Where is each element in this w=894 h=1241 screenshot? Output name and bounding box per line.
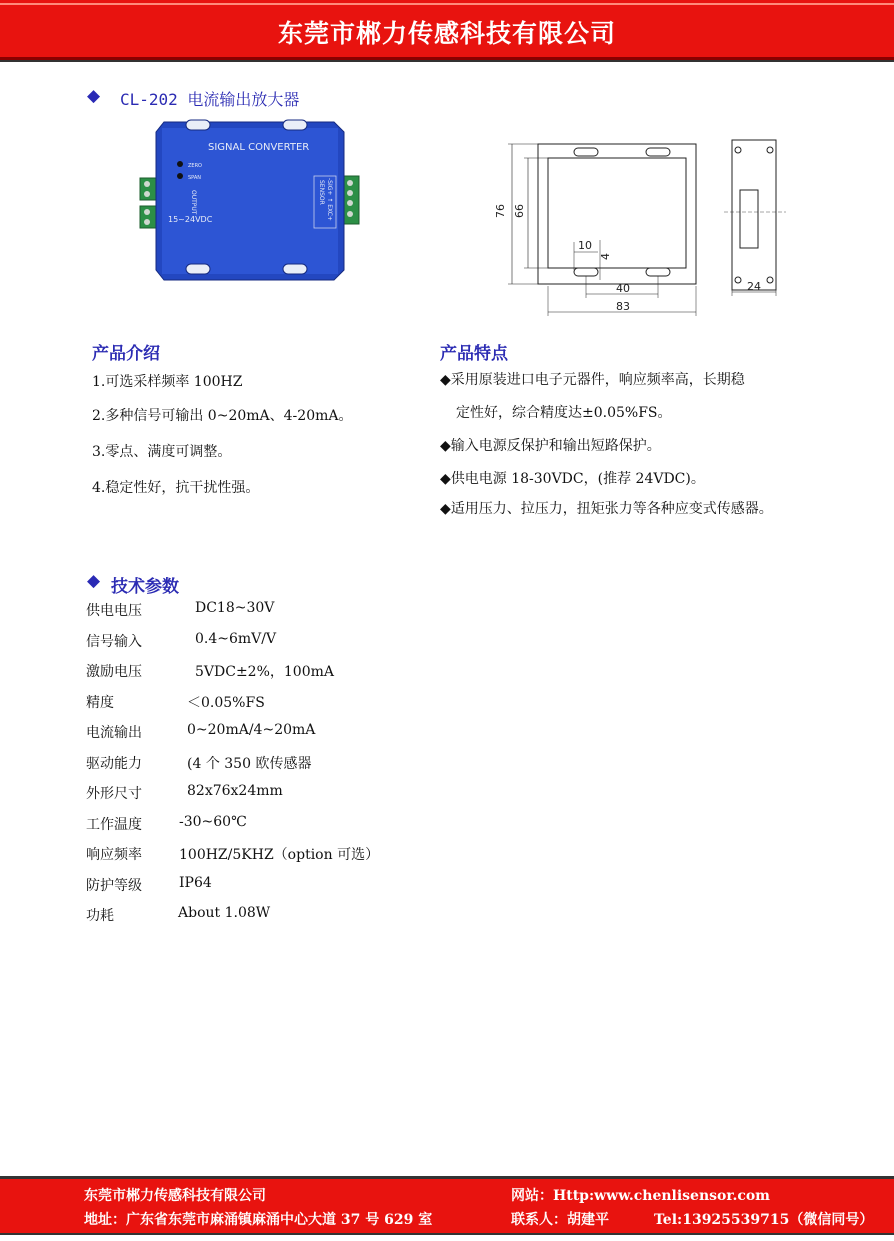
footer-contact: 联系人：胡建平 (511, 1212, 609, 1228)
spec-row (86, 661, 335, 681)
dim-76: 76 (494, 204, 507, 218)
spec-key: 防护等级 (86, 878, 142, 894)
spec-value: 0.4~6mV/V (195, 631, 277, 647)
dim-24: 24 (747, 280, 761, 293)
spec-value: 0~20mA/4~20mA (187, 722, 316, 738)
spec-value: 100HZ/5KHZ（option 可选） (179, 847, 380, 863)
spec-row (86, 722, 316, 742)
footer-divider (0, 1233, 894, 1241)
intro-item: 4.稳定性好，抗干扰性强。 (92, 480, 260, 496)
spec-key: 外形尺寸 (86, 786, 142, 802)
spec-row (86, 905, 271, 925)
feature-item: ◆适用压力、拉压力，扭矩张力等各种应变式传感器。 (440, 501, 773, 517)
spec-key: 响应频率 (86, 847, 142, 863)
spec-value: ＜0.05%FS (187, 695, 265, 711)
feature-item: ◆供电电源 18-30VDC，(推荐 24VDC)。 (440, 471, 705, 487)
feature-item: ◆输入电源反保护和输出短路保护。 (440, 438, 661, 454)
spec-row (86, 753, 312, 773)
company-title: 东莞市郴力传感科技有限公司 (277, 19, 616, 48)
spec-key: 工作温度 (86, 817, 142, 833)
span-label: SPAN (188, 175, 202, 181)
spec-value: 82x76x24mm (187, 783, 283, 799)
pins-label: -SIG+ ↑ EXC+ (326, 178, 333, 221)
spec-key: 激励电压 (86, 664, 142, 680)
spec-key: 精度 (86, 695, 114, 711)
diamond-bullet-icon: ◆ (87, 86, 101, 106)
header-stripe (0, 3, 894, 5)
header-banner (0, 0, 894, 60)
intro-heading: 产品介绍 (92, 344, 160, 364)
dimension-drawing (490, 130, 790, 320)
feature-item: ◆采用原装进口电子元器件，响应频率高，长期稳 (440, 372, 745, 388)
intro-item: 3.零点、满度可调整。 (92, 444, 232, 460)
features-heading: 产品特点 (440, 344, 508, 364)
spec-key: 信号输入 (86, 634, 142, 650)
product-title: CL-202 电流输出放大器 (120, 90, 300, 109)
spec-value: (4 个 350 欧传感器 (187, 756, 312, 772)
device-label: SIGNAL CONVERTER (208, 142, 310, 153)
footer-banner (0, 1176, 894, 1233)
spec-row (86, 692, 265, 712)
spec-row (86, 631, 277, 651)
spec-key: 驱动能力 (86, 756, 142, 772)
spec-value: DC18~30V (195, 600, 275, 616)
dim-10: 10 (578, 239, 592, 252)
feature-item: 定性好，综合精度达±0.05%FS。 (456, 405, 672, 421)
spec-row (86, 600, 275, 620)
dim-83: 83 (616, 300, 630, 313)
spec-key: 供电电压 (86, 603, 142, 619)
footer-address: 地址：广东省东莞市麻涌镇麻涌中心大道 37 号 629 室 (84, 1212, 433, 1228)
dim-4: 4 (599, 253, 612, 260)
spec-row (86, 844, 380, 864)
power-label: 15~24VDC (168, 215, 213, 224)
dim-40: 40 (616, 282, 630, 295)
header-divider (0, 60, 894, 62)
spec-value: IP64 (179, 875, 212, 891)
intro-item: 1.可选采样频率 100HZ (92, 374, 243, 390)
spec-row (86, 814, 247, 834)
spec-row (86, 875, 212, 895)
device-photo (138, 118, 363, 283)
footer-company: 东莞市郴力传感科技有限公司 (84, 1188, 266, 1204)
spec-value: About 1.08W (178, 905, 271, 921)
intro-item: 2.多种信号可输出 0~20mA、4-20mA。 (92, 408, 353, 424)
dim-66: 66 (513, 204, 526, 218)
spec-value: 5VDC±2%，100mA (195, 664, 335, 680)
specs-heading: 技术参数 (111, 577, 179, 597)
spec-key: 功耗 (86, 908, 114, 924)
zero-label: ZERO (188, 163, 202, 169)
spec-value: -30~60℃ (179, 814, 247, 830)
diamond-bullet-icon: ◆ (87, 571, 101, 591)
sensor-label: SENSOR (318, 180, 325, 205)
spec-key: 电流输出 (86, 725, 142, 741)
output-label: OUTPUT (190, 190, 197, 215)
footer-website: 网站：Http:www.chenlisensor.com (511, 1188, 770, 1204)
footer-tel: Tel:13925539715（微信同号） (654, 1212, 874, 1228)
spec-row (86, 783, 283, 803)
